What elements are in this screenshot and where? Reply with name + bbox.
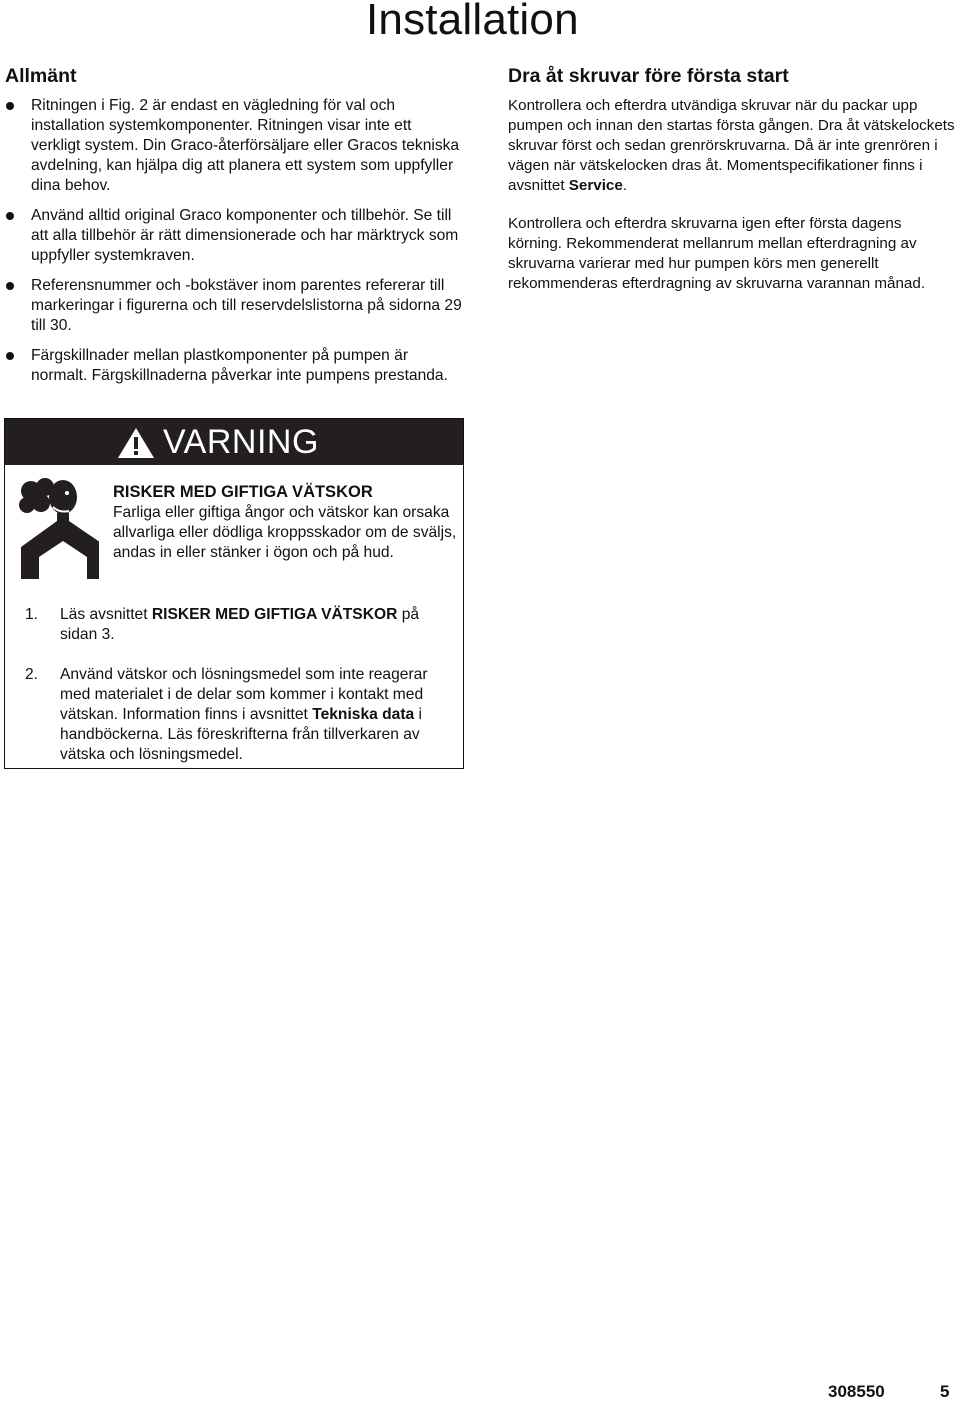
- list-item: [25, 665, 455, 765]
- doc-number: 308550: [828, 1382, 885, 1401]
- step-text-bold: RISKER MED GIFTIGA VÄTSKOR: [151, 606, 398, 623]
- torque-paragraph-2: Kontrollera och efterdra skruvarna igen efter första dagens körning. Rekommenderat mellanrum mellan efterdragning av skruvarna varierar med hur pumpen körs men generellt rekommenderas efterdragning av skruvarna varannan månad.: [508, 215, 926, 292]
- list-item-text: Referensnummer och -bokstäver inom parentes refererar till markeringar i figurerna och till reservdelslistorna på sidorna 29 till 30.: [31, 277, 462, 334]
- torque-section: [508, 62, 958, 312]
- list-item-text: Färgskillnader mellan plastkomponenter på pumpen är normalt. Färgskillnaderna påverkar inte pumpens prestanda.: [31, 347, 448, 384]
- list-item: [5, 276, 463, 336]
- step-text-bold: Tekniska data: [312, 706, 415, 723]
- bullet-icon: [6, 102, 14, 110]
- step-text: i handböckerna. Läs föreskrifterna från tillverkaren av vätska och lösningsmedel.: [60, 706, 422, 763]
- list-item: [5, 206, 463, 266]
- step-number: 2.: [25, 666, 39, 683]
- bullet-icon: [6, 352, 14, 360]
- list-item-text: Använd alltid original Graco komponenter och tillbehör. Se till att alla tillbehör är rätt dimensionerade och har märktryck som uppfyller systemkraven.: [31, 207, 459, 264]
- step-number: 1.: [25, 606, 39, 623]
- page-number: 5: [940, 1382, 950, 1401]
- paragraph-text: Kontrollera och efterdra utvändiga skruvar när du packar upp pumpen och innan den startas första gången. Dra åt vätskelockets skruvar först och sedan grenrörskruvarna. Då är inte grenrören i vägen när vätskelocken dras åt. Momentspecifikationer finns i avsnittet: [508, 97, 955, 194]
- bullet-icon: [6, 212, 14, 220]
- hazard-description: Farliga eller giftiga ångor och vätskor kan orsaka allvarliga eller dödliga kroppsskador om de sväljs, andas in eller stänker i ögon och på hud.: [113, 504, 457, 561]
- step-text: Läs avsnittet: [60, 606, 152, 623]
- page-title: Installation: [366, 0, 579, 44]
- bullet-icon: [6, 282, 14, 290]
- toxic-fumes-icon: [17, 477, 99, 584]
- warning-header: [5, 419, 463, 465]
- list-item: [25, 605, 455, 645]
- warning-label: VARNING: [163, 423, 319, 461]
- step-text: på sidan 3.: [60, 606, 420, 643]
- paragraph-text-bold: Service: [568, 177, 623, 194]
- list-item: [5, 346, 463, 386]
- general-heading: Allmänt: [5, 65, 77, 87]
- warning-steps: [25, 605, 455, 785]
- torque-heading: Dra åt skruvar före första start: [508, 65, 789, 87]
- paragraph-text: .: [622, 177, 628, 194]
- list-item: [5, 96, 463, 196]
- hazard-title: RISKER MED GIFTIGA VÄTSKOR: [113, 483, 373, 501]
- step-text: Använd vätskor och lösningsmedel som inte reagerar med materialet i de delar som kommer i kontakt med vätskan. Information finns i avsnittet: [60, 666, 428, 723]
- warning-box: [4, 418, 464, 769]
- general-bullet-list: [5, 96, 463, 386]
- hazard-text: [113, 481, 458, 563]
- general-section: [5, 62, 463, 396]
- torque-paragraph-1: [508, 96, 958, 196]
- warning-triangle-icon: [117, 427, 155, 464]
- list-item-text: Ritningen i Fig. 2 är endast en vägledning för val och installation systemkomponenter. Ritningen visar inte ett verkligt system. Din Graco-återförsäljare eller Gracos tekniska avdelning, kan hjälpa dig att planera ett system som uppfyller dina behov.: [31, 97, 460, 194]
